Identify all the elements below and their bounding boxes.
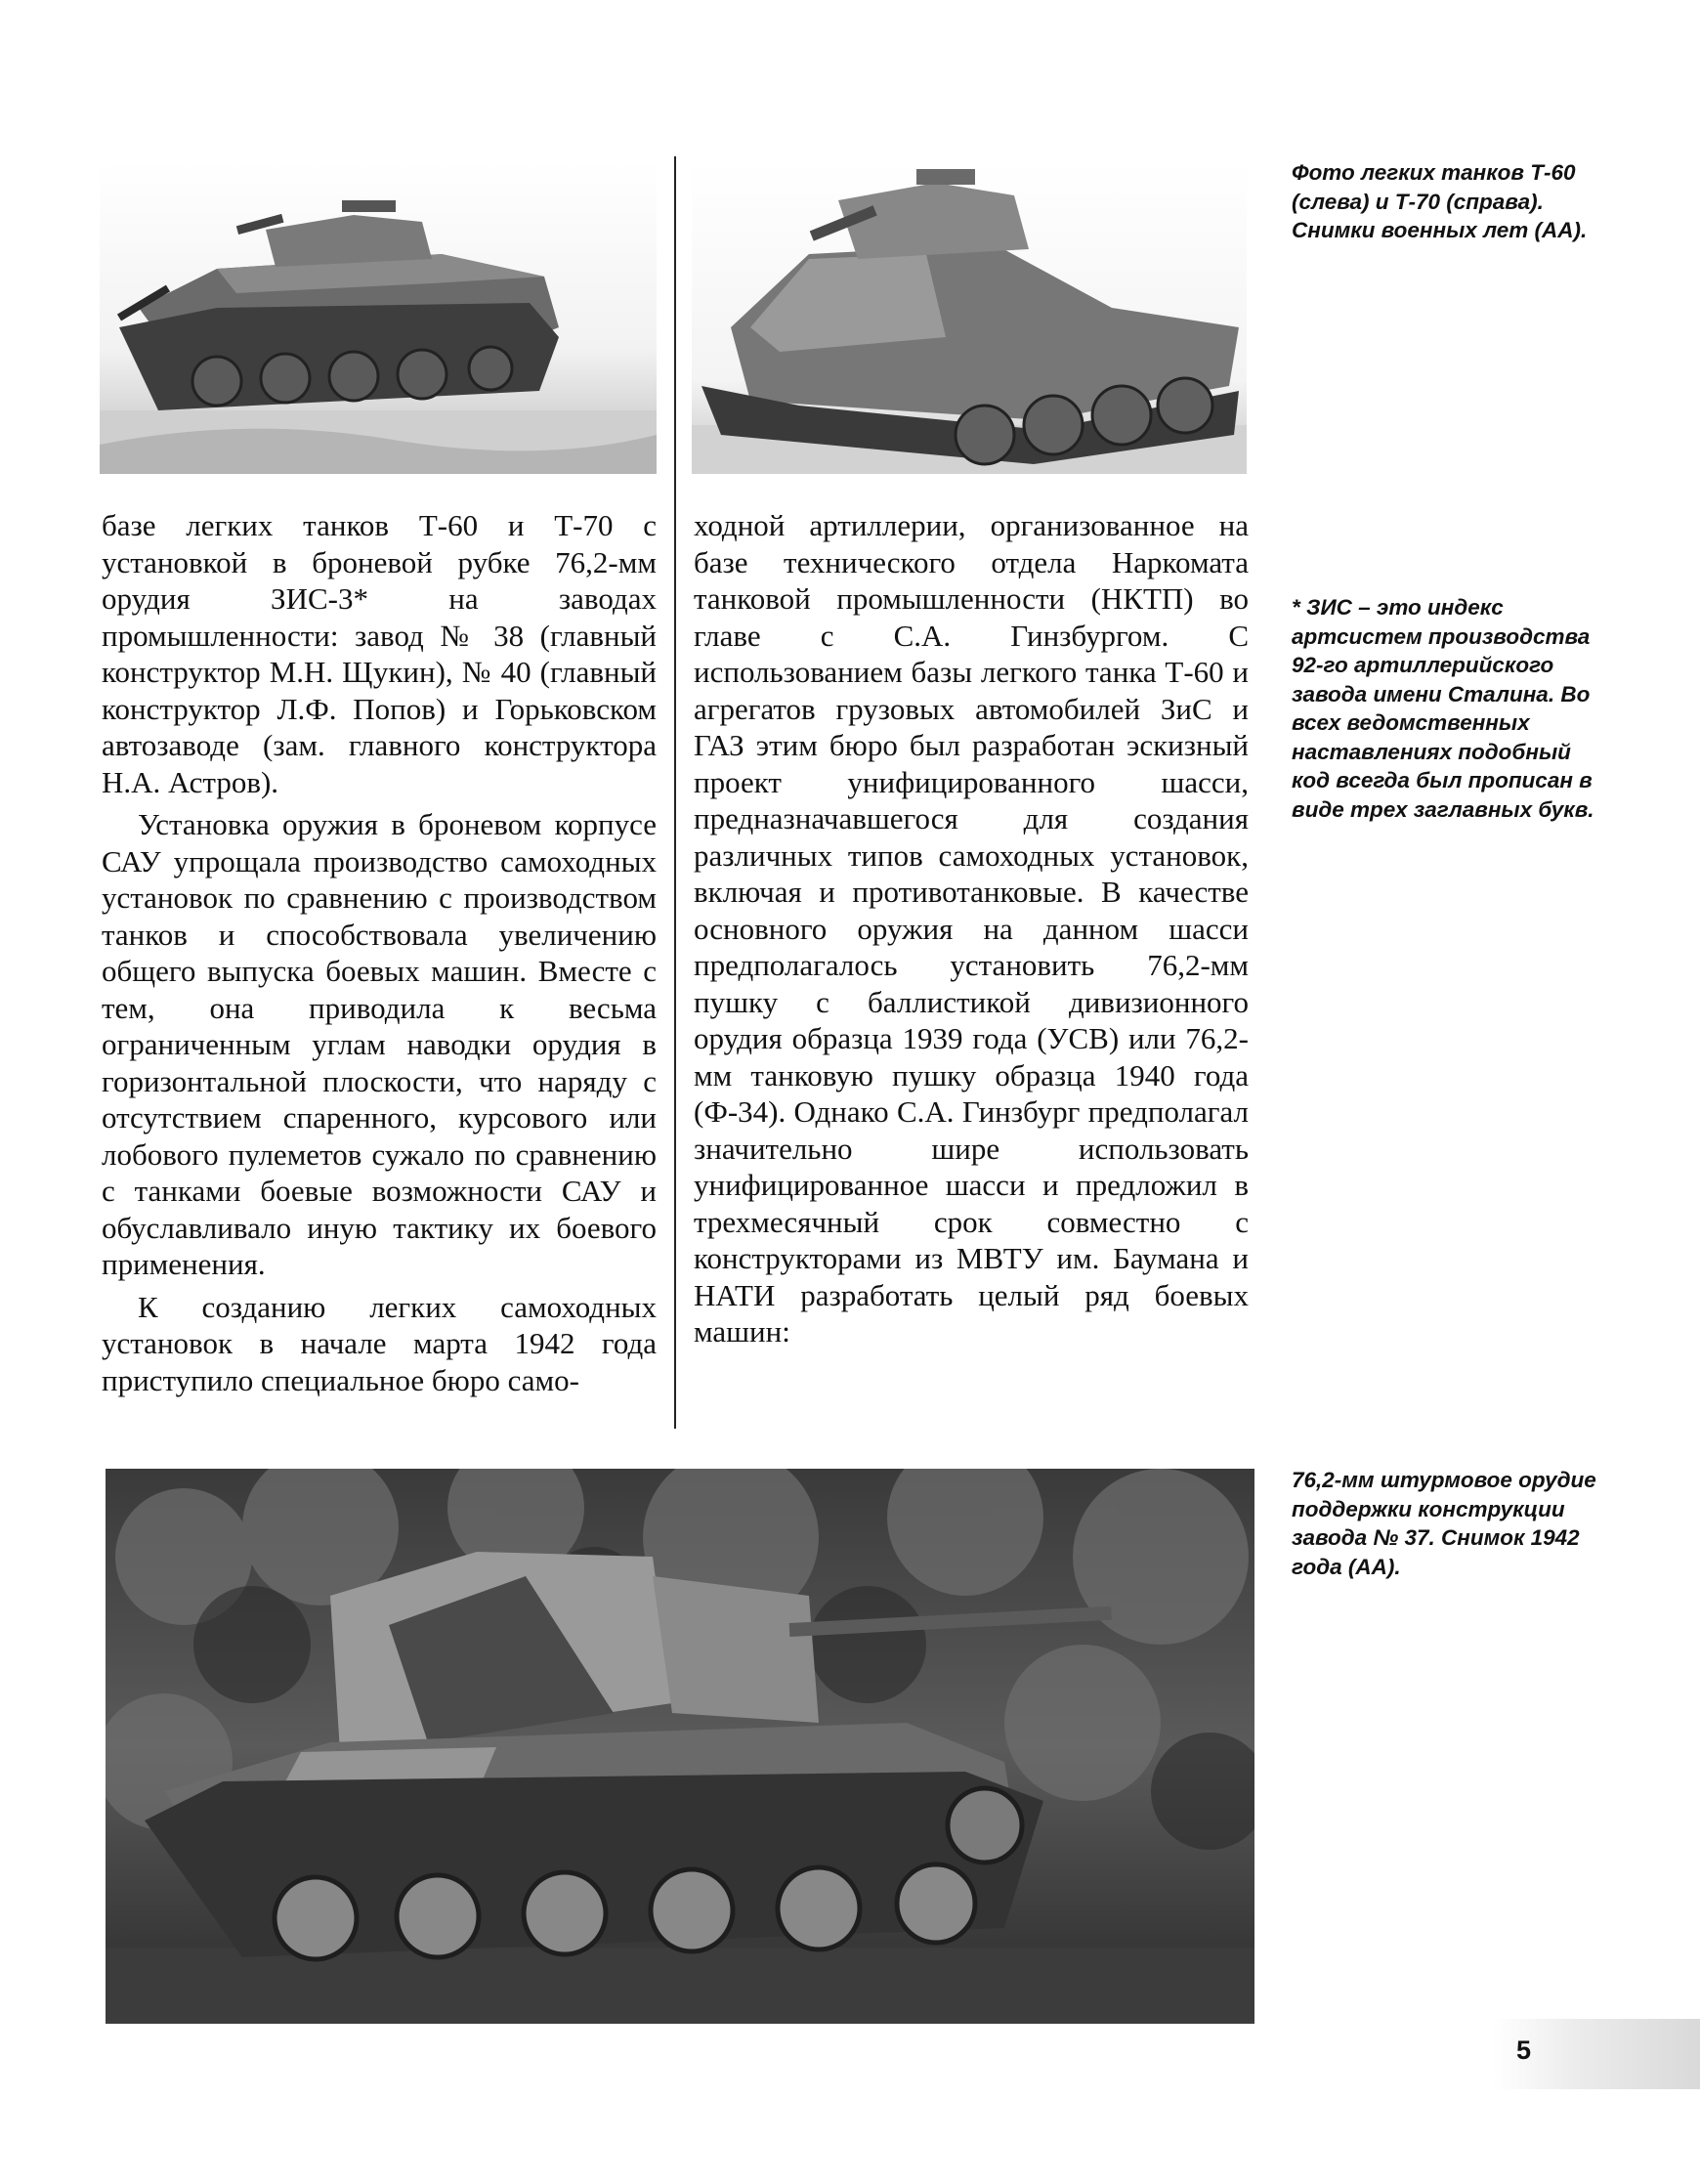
text-column-right <box>694 507 1249 1350</box>
photo-t70-tank <box>692 161 1247 474</box>
paragraph: базе легких танков Т-60 и Т-70 с установкой в броневой рубке 76,2-мм орудия ЗИС-3* на заводах промышленности: завод № 38 (главный конструктор М.Н. Щукин), № 40 (главный конструктор Л.Ф. Попов) и Горьковском автозаводе (зам. главного конструктора Н.А. Астров). <box>102 508 657 799</box>
paragraph: Установка оружия в броневом корпусе САУ упрощала производство самоходных установок по сравнению с производством танков и способствовала увеличению общего выпуска боевых машин. Вместе с тем, она приводила к весьма ограниченным углам наводки орудия в горизонтальной плоскости, что наряду с отсутствием спаренного, курсового или лобового пулеметов сужало по сравнению с танками боевые возможности САУ и обуславливало иную тактику их боевого применения. <box>102 807 657 1281</box>
paragraph: К созданию легких самоходных установок в начале марта 1942 года приступило специальное бюро само- <box>102 1289 657 1397</box>
photo-assault-gun <box>106 1469 1254 2024</box>
page-number: 5 <box>1516 2035 1532 2065</box>
paragraph: ходной артиллерии, организованное на базе технического отдела Наркомата танковой промышленности (НКТП) во главе с С.А. Гинзбургом. С использованием базы легкого танка Т-60 и агрегатов грузовых автомобилей ЗиС и ГАЗ этим бюро был разработан эскизный проект унифицированного шасси, предназначавшегося для создания различных типов самоходных установок, включая и противотанковые. В качестве основного оружия на данном шасси предполагалось установить 76,2-мм пушку с баллистикой дивизионного орудия образца 1939 года (УСВ) или 76,2-мм танковую пушку образца 1940 года (Ф-34). Однако С.А. Гинзбург предполагал значительно шире использовать унифицированное шасси и предложил в трехмесячный срок совместно с конструкторами из МВТУ им. Баумана и НАТИ разработать целый ряд боевых машин: <box>694 508 1249 1349</box>
caption-top-photos: Фото легких танков Т-60 (слева) и Т-70 (справа). Снимки военных лет (АА). <box>1292 160 1588 242</box>
footnote-zis: * ЗИС – это индекс артсистем производства 92-го артиллерийского завода имени Сталина. Во всех ведомственных наставлениях подобный код всегда был прописан в виде трех заглавных букв. <box>1292 595 1594 822</box>
photo-t60-tank <box>100 161 657 474</box>
text-column-left <box>102 507 657 1398</box>
column-divider <box>674 156 676 1429</box>
caption-bottom-photo: 76,2-мм штурмовое орудие поддержки конструкции завода № 37. Снимок 1942 года (АА). <box>1292 1468 1596 1579</box>
